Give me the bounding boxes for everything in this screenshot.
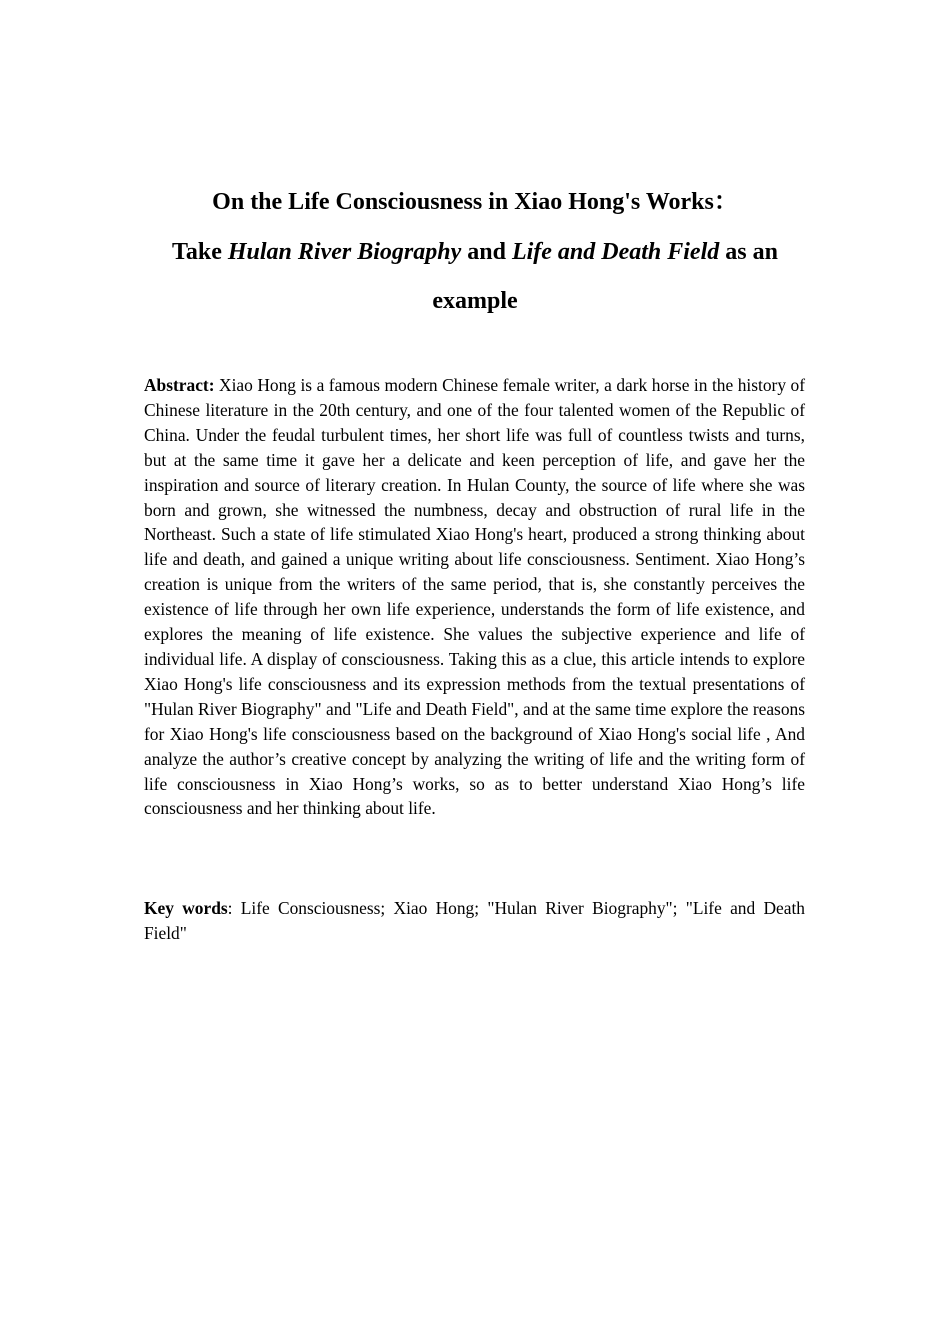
paper-title <box>120 178 830 327</box>
title-line-1: On the Life Consciousness in Xiao Hong's Works： <box>212 189 738 215</box>
title-line-2-suffix: as an <box>719 238 778 265</box>
title-work-hulan-river: Hulan River Biography <box>227 238 462 265</box>
title-line-3: example <box>432 288 518 314</box>
title-line-2 <box>120 228 830 278</box>
keywords-label: Key words <box>144 898 228 918</box>
title-work-life-death: Life and Death Field <box>511 238 720 265</box>
title-line-2-prefix: Take <box>172 238 228 265</box>
keywords-paragraph <box>144 896 805 946</box>
abstract-label: Abstract: <box>144 375 215 395</box>
abstract-text: Xiao Hong is a famous modern Chinese female writer, a dark horse in the history of Chinese literature in the 20th century, and one of the four talented women of the Republic of China. Under the feudal turbulent times, her short life was full of countless twists and turns, but at the same time it gave her a delicate and keen perception of life, and gave her the inspiration and source of literary creation. In Hulan County, the source of life where she was born and grown, she witnessed the numbness, decay and obstruction of rural life in the Northeast. Such a state of life stimulated Xiao Hong's heart, produced a strong thinking about life and death, and gained a unique writing about life consciousness. Sentiment. Xiao Hong’s creation is unique from the writers of the same period, that is, she constantly perceives the existence of life through her own life experience, understands the form of life existence, and explores the meaning of life existence. She values the subjective experience and life of individual life. A display of consciousness. Taking this as a clue, this article intends to explore Xiao Hong's life consciousness and its expression methods from the textual presentations of "Hulan River Biography" and "Life and Death Field", and at the same time explore the reasons for Xiao Hong's life consciousness based on the background of Xiao Hong's social life , And analyze the author’s creative concept by analyzing the writing of life and the writing form of life consciousness in Xiao Hong’s works, so as to better understand Xiao Hong’s life consciousness and her thinking about life. <box>144 375 805 819</box>
keywords-text: : Life Consciousness; Xiao Hong; "Hulan River Biography"; "Life and Death Field" <box>144 898 805 943</box>
title-line-2-mid: and <box>461 238 512 265</box>
abstract-paragraph <box>144 373 805 821</box>
